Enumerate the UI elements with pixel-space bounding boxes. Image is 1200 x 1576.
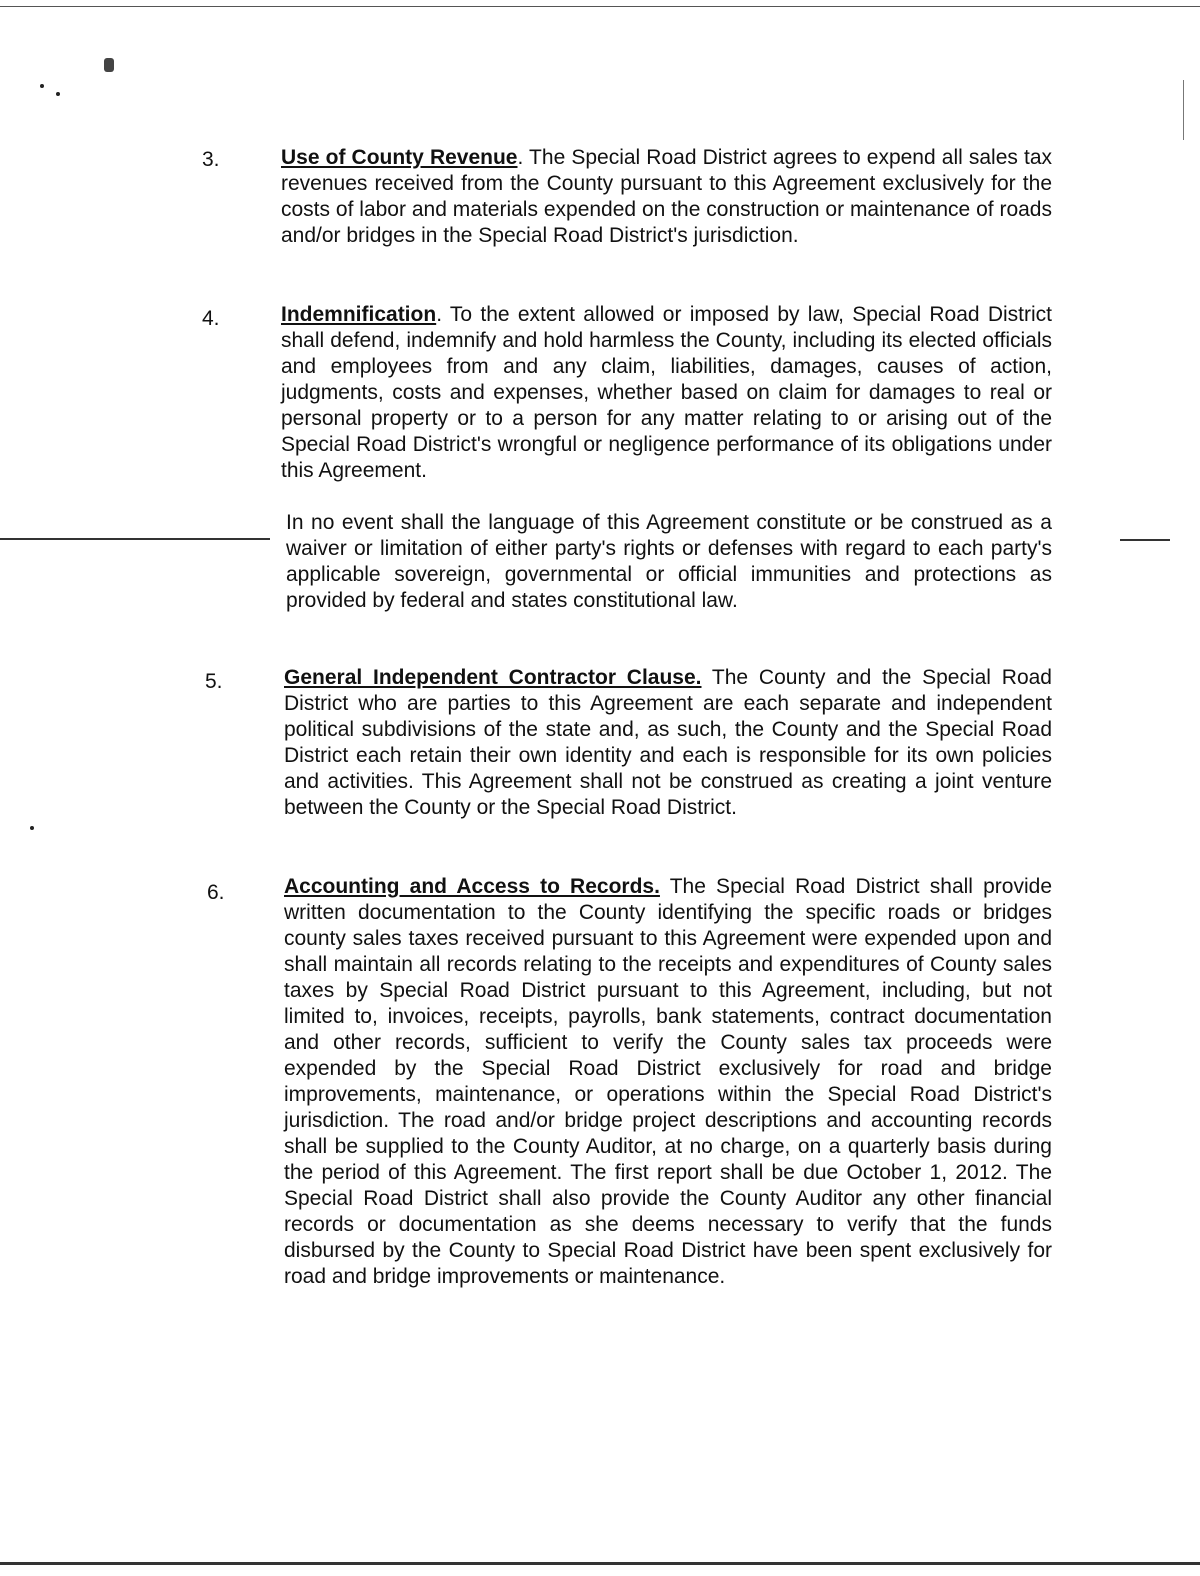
heading-suffix: . <box>517 146 524 169</box>
scan-dash-left <box>0 538 270 540</box>
scan-speck <box>104 58 114 72</box>
scan-speck <box>56 92 60 96</box>
section-number: 5. <box>205 670 223 693</box>
section-number: 6. <box>207 881 225 904</box>
section-heading: Accounting and Access to Records. <box>284 875 660 898</box>
section-heading: Indemnification <box>281 303 437 326</box>
section-body: The Special Road District agrees to expend all sales tax revenues received from the County pursuant to this Agreement exclusively for the costs of labor and materials expended on the construction or maintenance of roads and/or bridges in the Special Road District's jurisdiction. <box>281 146 1052 247</box>
section-body: The County and the Special Road District who are parties to this Agreement are each separate and independent political subdivisions of the state and, as such, the County and the Special Road District each retain their own identity and each is responsible for its own policies and activities. This Agreement shall not be construed as creating a joint venture between the County or the Special Road District. <box>284 666 1052 819</box>
section-number: 3. <box>202 148 220 171</box>
section-paragraph <box>284 665 1052 821</box>
scan-right-edge <box>1183 80 1184 140</box>
section-paragraph <box>284 874 1052 1290</box>
section-heading: General Independent Contractor Clause. <box>284 666 702 689</box>
heading-suffix: . <box>436 303 443 326</box>
scan-speck <box>40 84 44 88</box>
section-heading: Use of County Revenue <box>281 146 518 169</box>
section-body: To the extent allowed or imposed by law, Special Road District shall defend, indemnify and hold harmless the County, including its elected officials and employees from and any claim, liabilities, damages, causes of action, judgments, costs and expenses, whether based on claim for damages to real or personal property or to a person for any matter relating to or arising out of the Special Road District's wrongful or negligence performance of its obligations under this Agreement. <box>281 303 1052 482</box>
section-body: The Special Road District shall provide written documentation to the County identifying the specific roads or bridges county sales taxes received pursuant to this Agreement were expended upon and shall maintain all records relating to the receipts and expenditures of County sales taxes by Special Road District pursuant to this Agreement, including, but not limited to, invoices, receipts, payrolls, bank statements, contract documentation and other records, sufficient to verify the County sales tax proceeds were expended by the Special Road District exclusively for road and bridge improvements, maintenance, or operations within the Special Road District's jurisdiction. The road and/or bridge project descriptions and accounting records shall be supplied to the County Auditor, at no charge, on a quarterly basis during the period of this Agreement. The first report shall be due October 1, 2012. The Special Road District shall also provide the County Auditor any other financial records or documentation as she deems necessary to verify that the funds disbursed by the County to Special Road District have been spent exclusively for road and bridge improvements or maintenance. <box>284 875 1052 1288</box>
scan-dash-right <box>1120 539 1170 541</box>
section-paragraph <box>281 302 1052 484</box>
section-paragraph <box>281 145 1052 249</box>
section-body: In no event shall the language of this Agreement constitute or be construed as a waiver or limitation of either party's rights or defenses with regard to each party's applicable sovereign, governmental or official immunities and protections as provided by federal and states constitutional law. <box>286 511 1052 612</box>
section-number: 4. <box>202 307 220 330</box>
scan-bottom-rule <box>0 1562 1200 1565</box>
scan-top-rule <box>0 6 1200 7</box>
scan-speck <box>30 826 34 830</box>
section-paragraph <box>286 510 1052 614</box>
